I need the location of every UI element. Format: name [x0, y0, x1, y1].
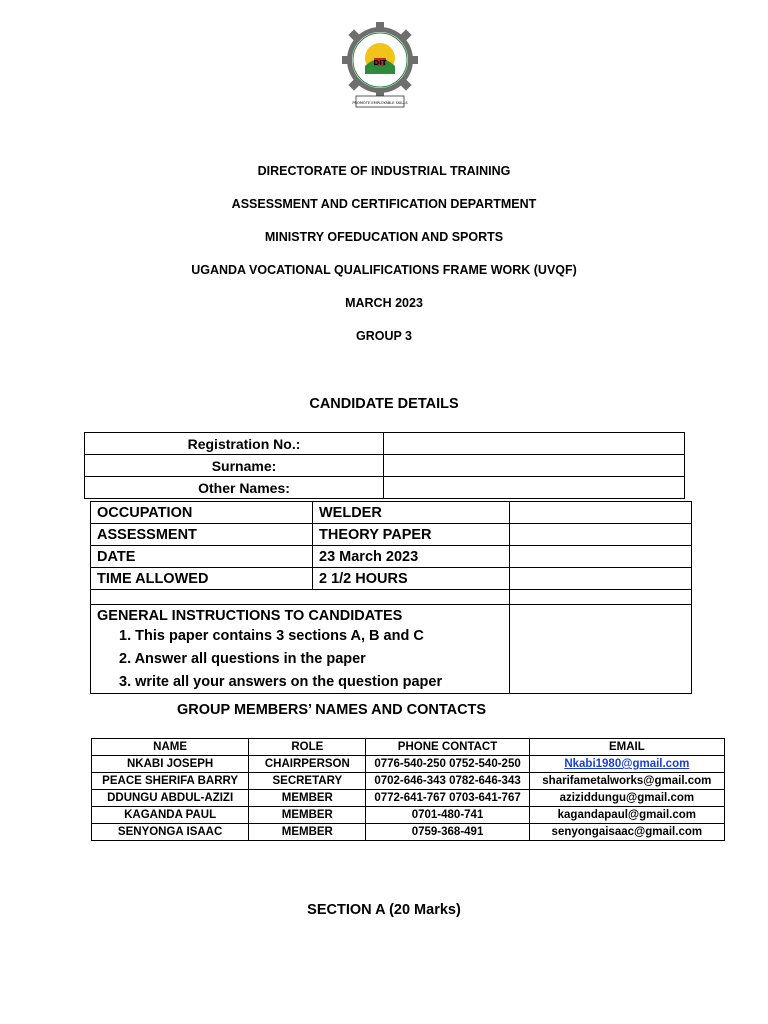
header-uvqf: UGANDA VOCATIONAL QUALIFICATIONS FRAME WORK (UVQF) — [191, 263, 577, 277]
member-phone: 0772-641-767 0703-641-767 — [366, 790, 529, 807]
table-row — [92, 824, 725, 841]
header-group: GROUP 3 — [355, 329, 413, 343]
table-row — [92, 807, 725, 824]
surname-label: Surname: — [85, 455, 384, 477]
dit-logo — [340, 22, 420, 114]
table-row — [92, 756, 725, 773]
member-role: SECRETARY — [249, 773, 366, 790]
table-row — [92, 773, 725, 790]
column-header-name: NAME — [92, 739, 249, 756]
time-value: 2 1/2 HOURS — [313, 568, 510, 590]
date-extra — [510, 546, 692, 568]
column-header-email: EMAIL — [529, 739, 724, 756]
surname-field[interactable] — [384, 455, 685, 477]
table-row — [92, 790, 725, 807]
member-role: MEMBER — [249, 807, 366, 824]
member-email: kagandapaul@gmail.com — [529, 807, 724, 824]
assessment-extra — [510, 524, 692, 546]
group-members-table — [91, 738, 725, 841]
email-link[interactable]: Nkabi1980@gmail.com — [564, 758, 690, 770]
blank-cell-extra — [510, 590, 692, 605]
header-date: MARCH 2023 — [345, 296, 423, 310]
header-directorate: DIRECTORATE OF INDUSTRIAL TRAINING — [257, 164, 511, 178]
assessment-value: THEORY PAPER — [313, 524, 510, 546]
member-email[interactable] — [529, 756, 724, 773]
registration-field[interactable] — [384, 433, 685, 455]
member-phone: 0702-646-343 0782-646-343 — [366, 773, 529, 790]
logo-banner-text: PROMOTE EMPLOYABLE SKILLS — [352, 101, 408, 105]
assessment-label: ASSESSMENT — [91, 524, 313, 546]
member-email: aziziddungu@gmail.com — [529, 790, 724, 807]
registration-label: Registration No.: — [85, 433, 384, 455]
exam-info-table — [90, 501, 692, 694]
section-a-title: SECTION A (20 Marks) — [307, 902, 461, 918]
time-extra — [510, 568, 692, 590]
instruction-item: 3. write all your answers on the question paper — [119, 674, 443, 690]
member-email: sharifametalworks@gmail.com — [529, 773, 724, 790]
instruction-item: 1. This paper contains 3 sections A, B and C — [119, 628, 424, 644]
member-role: CHAIRPERSON — [249, 756, 366, 773]
registration-table — [84, 432, 685, 499]
instructions-block — [91, 605, 510, 694]
column-header-role: ROLE — [249, 739, 366, 756]
time-label: TIME ALLOWED — [91, 568, 313, 590]
member-name: DDUNGU ABDUL-AZIZI — [92, 790, 249, 807]
member-phone: 0776-540-250 0752-540-250 — [366, 756, 529, 773]
member-name: KAGANDA PAUL — [92, 807, 249, 824]
logo-center-text: DIT — [373, 59, 387, 67]
member-email: senyongaisaac@gmail.com — [529, 824, 724, 841]
column-header-phone: PHONE CONTACT — [366, 739, 529, 756]
group-members-title: GROUP MEMBERS’ NAMES AND CONTACTS — [177, 702, 487, 718]
member-phone: 0701-480-741 — [366, 807, 529, 824]
occupation-label: OCCUPATION — [91, 502, 313, 524]
other-names-field[interactable] — [384, 477, 685, 499]
instructions-extra — [510, 605, 692, 694]
date-label: DATE — [91, 546, 313, 568]
member-name: PEACE SHERIFA BARRY — [92, 773, 249, 790]
member-name: SENYONGA ISAAC — [92, 824, 249, 841]
member-phone: 0759-368-491 — [366, 824, 529, 841]
blank-cell — [91, 590, 510, 605]
occupation-value: WELDER — [313, 502, 510, 524]
instructions-title: GENERAL INSTRUCTIONS TO CANDIDATES — [97, 608, 403, 624]
member-role: MEMBER — [249, 824, 366, 841]
occupation-extra — [510, 502, 692, 524]
member-role: MEMBER — [249, 790, 366, 807]
date-value: 23 March 2023 — [313, 546, 510, 568]
other-names-label: Other Names: — [85, 477, 384, 499]
header-ministry: MINISTRY OFEDUCATION AND SPORTS — [264, 230, 504, 244]
candidate-details-title: CANDIDATE DETAILS — [309, 396, 459, 412]
member-name: NKABI JOSEPH — [92, 756, 249, 773]
header-department: ASSESSMENT AND CERTIFICATION DEPARTMENT — [231, 197, 537, 211]
instruction-item: 2. Answer all questions in the paper — [119, 651, 366, 667]
